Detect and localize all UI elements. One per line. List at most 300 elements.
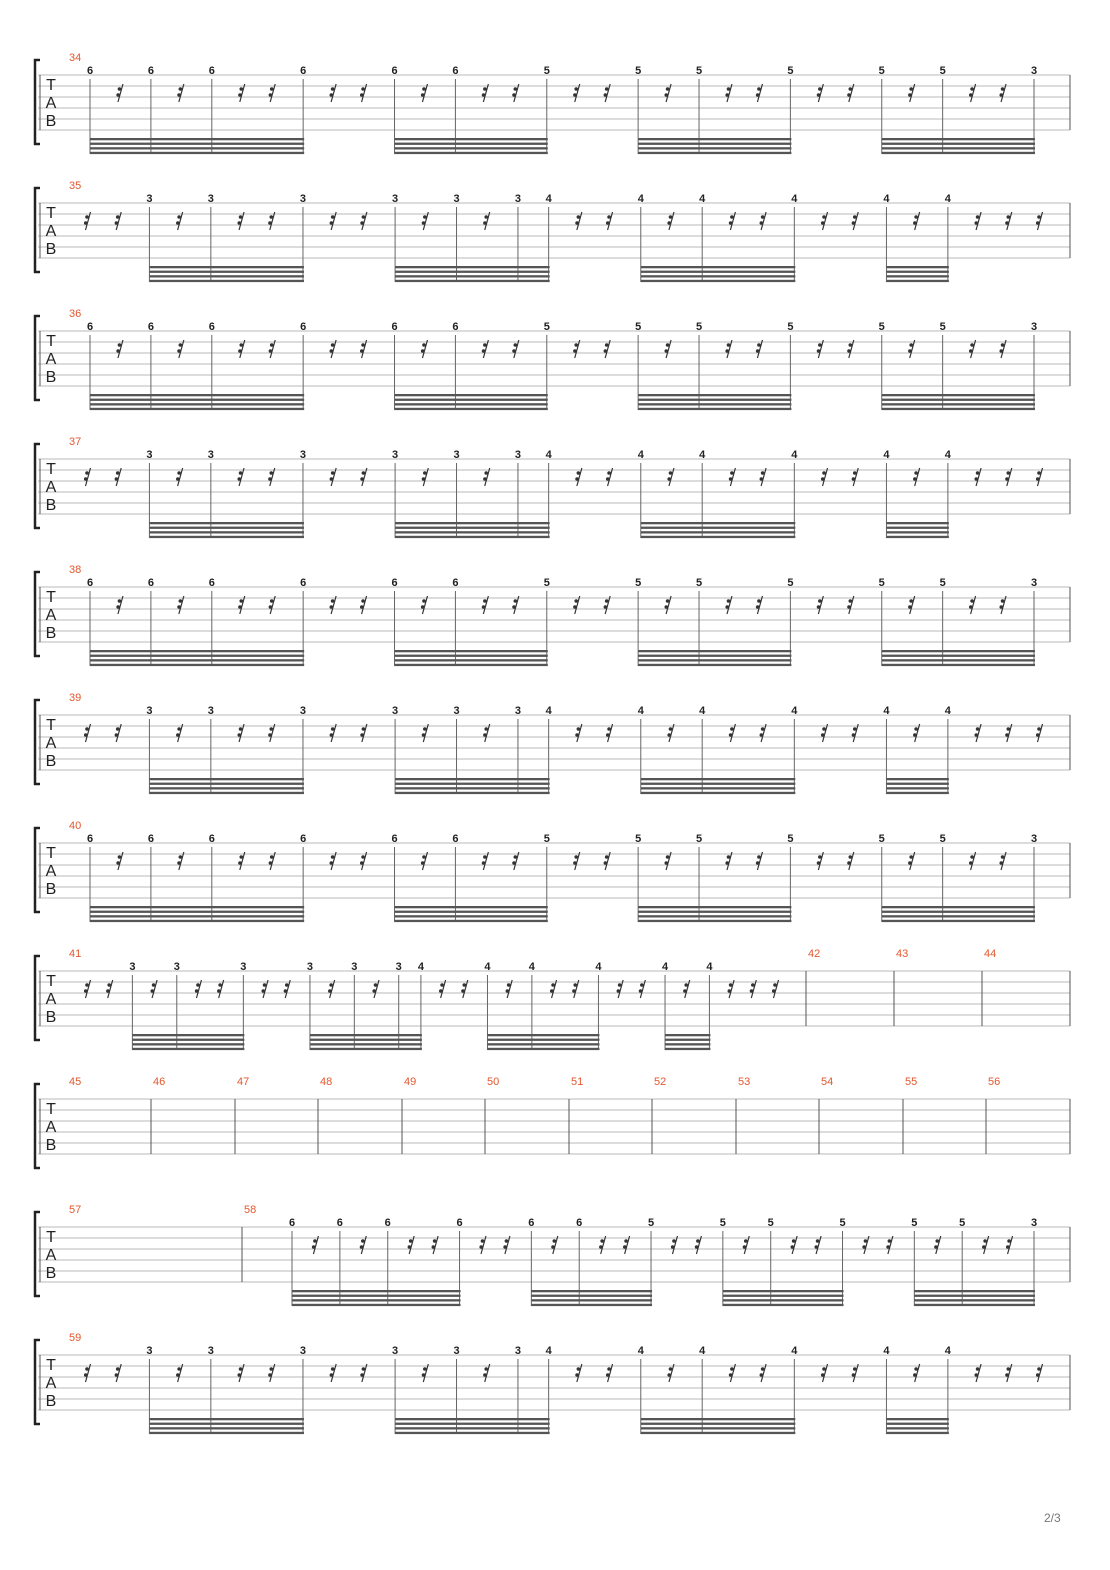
sixteenth-beam <box>638 906 791 922</box>
sixteenth-rest-icon <box>852 468 859 486</box>
fret-number: 6 <box>384 1217 391 1229</box>
sixteenth-rest-icon <box>116 852 123 870</box>
fret-number: 6 <box>528 1217 535 1229</box>
sixteenth-rest-icon <box>756 852 763 870</box>
sixteenth-rest-icon <box>116 84 123 102</box>
sixteenth-rest-icon <box>238 340 245 358</box>
sixteenth-rest-icon <box>115 212 122 230</box>
sixteenth-rest-icon <box>725 852 732 870</box>
sixteenth-rest-icon <box>606 724 613 742</box>
fret-number: 3 <box>1030 577 1038 589</box>
measure-number: 51 <box>571 1076 584 1088</box>
sixteenth-rest-icon <box>817 596 824 614</box>
tab-clef-letter: A <box>45 863 57 880</box>
measure <box>69 308 1037 410</box>
sixteenth-rest-icon <box>1036 212 1043 230</box>
fret-number: 3 <box>514 193 521 205</box>
sixteenth-rest-icon <box>106 980 113 998</box>
fret-number: 3 <box>1030 321 1038 333</box>
sixteenth-rest-icon <box>512 84 519 102</box>
sixteenth-beam <box>310 1034 422 1050</box>
measure <box>235 1076 249 1154</box>
fret-number: 4 <box>637 705 644 717</box>
fret-number: 5 <box>635 321 642 333</box>
fret-number: 4 <box>791 449 798 461</box>
sixteenth-rest-icon <box>268 1364 275 1382</box>
tab-clef-letter: A <box>45 991 57 1008</box>
sixteenth-beam <box>149 778 304 794</box>
sixteenth-rest-icon <box>1036 468 1043 486</box>
sixteenth-rest-icon <box>421 596 428 614</box>
fret-number: 4 <box>791 193 798 205</box>
sixteenth-beam <box>90 906 304 922</box>
sixteenth-rest-icon <box>330 212 337 230</box>
tab-clef-letter: T <box>46 1229 56 1246</box>
fret-number: 3 <box>299 449 307 461</box>
sixteenth-rest-icon <box>573 84 580 102</box>
sixteenth-rest-icon <box>729 468 736 486</box>
fret-number: 4 <box>637 193 644 205</box>
sixteenth-beam <box>641 778 796 794</box>
measure-number: 46 <box>153 1076 166 1088</box>
sixteenth-rest-icon <box>913 1364 920 1382</box>
sixteenth-rest-icon <box>360 596 367 614</box>
sixteenth-rest-icon <box>482 852 489 870</box>
measure <box>806 948 820 1026</box>
measure <box>69 436 1043 538</box>
sixteenth-rest-icon <box>969 596 976 614</box>
fret-number: 6 <box>391 65 398 77</box>
sixteenth-rest-icon <box>728 980 735 998</box>
fret-number: 3 <box>299 1345 307 1357</box>
sixteenth-rest-icon <box>372 980 379 998</box>
fret-number: 4 <box>883 449 890 461</box>
sixteenth-rest-icon <box>115 1364 122 1382</box>
sixteenth-rest-icon <box>177 340 184 358</box>
system-bracket <box>35 700 40 784</box>
system-bracket <box>35 1212 40 1296</box>
fret-number: 4 <box>528 961 535 973</box>
sixteenth-beam <box>395 906 548 922</box>
fret-number: 3 <box>207 449 214 461</box>
sixteenth-rest-icon <box>1005 724 1012 742</box>
fret-number: 3 <box>146 449 153 461</box>
sixteenth-rest-icon <box>237 212 244 230</box>
sixteenth-rest-icon <box>667 212 674 230</box>
sixteenth-rest-icon <box>238 596 245 614</box>
tab-clef-letter: A <box>45 1375 57 1392</box>
fret-number: 5 <box>695 321 703 333</box>
measure <box>402 1076 416 1154</box>
measure <box>69 180 1043 282</box>
sixteenth-rest-icon <box>729 1364 736 1382</box>
measure <box>69 564 1037 666</box>
fret-number: 5 <box>767 1217 774 1229</box>
measure <box>69 692 1043 794</box>
tab-clef-letter: B <box>45 1137 57 1154</box>
sixteenth-rest-icon <box>422 468 429 486</box>
fret-number: 6 <box>576 1217 583 1229</box>
sixteenth-rest-icon <box>1006 1236 1013 1254</box>
measure-number: 38 <box>69 564 82 576</box>
page-number: 2/3 <box>1044 1511 1061 1525</box>
sixteenth-rest-icon <box>422 212 429 230</box>
fret-number: 5 <box>911 1217 918 1229</box>
tab-clef-letter: B <box>45 1265 57 1282</box>
fret-number: 4 <box>883 1345 890 1357</box>
fret-number: 3 <box>129 961 136 973</box>
sixteenth-rest-icon <box>575 724 582 742</box>
tab-clef-letter: B <box>45 113 57 130</box>
sixteenth-rest-icon <box>667 1364 674 1382</box>
fret-number: 4 <box>417 961 424 973</box>
sixteenth-rest-icon <box>360 1236 367 1254</box>
tab-system <box>35 692 1070 794</box>
sixteenth-rest-icon <box>671 1236 678 1254</box>
tab-clef-letter: A <box>45 1247 57 1264</box>
sixteenth-rest-icon <box>360 1364 367 1382</box>
sixteenth-rest-icon <box>238 852 245 870</box>
sixteenth-rest-icon <box>750 980 757 998</box>
sixteenth-rest-icon <box>573 596 580 614</box>
sixteenth-rest-icon <box>269 340 276 358</box>
sixteenth-rest-icon <box>639 980 646 998</box>
sixteenth-beam <box>886 1418 948 1434</box>
tab-clef-letter: T <box>46 845 56 862</box>
fret-number: 6 <box>86 577 94 589</box>
fret-number: 3 <box>392 1345 399 1357</box>
fret-number: 3 <box>392 449 399 461</box>
sixteenth-rest-icon <box>604 852 611 870</box>
tab-clef-letter: A <box>45 607 57 624</box>
sixteenth-rest-icon <box>667 724 674 742</box>
sixteenth-rest-icon <box>421 340 428 358</box>
sixteenth-rest-icon <box>115 468 122 486</box>
tab-clef-letter: B <box>45 753 57 770</box>
tab-clef-letter: B <box>45 369 57 386</box>
sixteenth-beam <box>882 650 1035 666</box>
fret-number: 4 <box>699 1345 706 1357</box>
tab-clef-letter: T <box>46 205 56 222</box>
measure-number: 57 <box>69 1204 82 1216</box>
tab-clef-letter: T <box>46 1101 56 1118</box>
fret-number: 6 <box>86 833 94 845</box>
sixteenth-rest-icon <box>360 212 367 230</box>
sixteenth-beam <box>132 1034 244 1050</box>
sixteenth-rest-icon <box>756 596 763 614</box>
sixteenth-rest-icon <box>330 84 337 102</box>
measure-number: 56 <box>988 1076 1001 1088</box>
sixteenth-rest-icon <box>284 980 291 998</box>
sixteenth-rest-icon <box>177 596 184 614</box>
measure-number: 58 <box>244 1204 257 1216</box>
sixteenth-rest-icon <box>886 1236 893 1254</box>
sixteenth-rest-icon <box>847 596 854 614</box>
fret-number: 6 <box>452 833 459 845</box>
sixteenth-rest-icon <box>238 84 245 102</box>
sixteenth-rest-icon <box>483 1364 490 1382</box>
measure-number: 49 <box>404 1076 417 1088</box>
sixteenth-rest-icon <box>195 980 202 998</box>
sixteenth-rest-icon <box>328 980 335 998</box>
measure <box>569 1076 583 1154</box>
fret-number: 3 <box>207 193 214 205</box>
fret-number: 3 <box>453 449 460 461</box>
fret-number: 3 <box>299 193 307 205</box>
sixteenth-beam <box>723 1290 844 1306</box>
fret-number: 3 <box>392 705 399 717</box>
fret-number: 5 <box>878 321 885 333</box>
sixteenth-rest-icon <box>330 340 337 358</box>
sixteenth-beam <box>886 778 948 794</box>
tab-clef-letter: B <box>45 1009 57 1026</box>
sixteenth-rest-icon <box>617 980 624 998</box>
measure <box>894 948 908 1026</box>
fret-number: 5 <box>635 65 642 77</box>
tab-clef-letter: A <box>45 223 57 240</box>
tab-clef-letter: T <box>46 973 56 990</box>
fret-number: 5 <box>695 833 703 845</box>
sixteenth-rest-icon <box>821 468 828 486</box>
measure-number: 50 <box>487 1076 500 1088</box>
sixteenth-rest-icon <box>725 596 732 614</box>
sixteenth-rest-icon <box>847 852 854 870</box>
fret-number: 3 <box>453 1345 460 1357</box>
tab-clef-letter: A <box>45 735 57 752</box>
sixteenth-rest-icon <box>862 1236 869 1254</box>
sixteenth-rest-icon <box>269 84 276 102</box>
fret-number: 3 <box>207 705 214 717</box>
sixteenth-rest-icon <box>913 724 920 742</box>
sixteenth-rest-icon <box>791 1236 798 1254</box>
sixteenth-rest-icon <box>483 468 490 486</box>
fret-number: 5 <box>543 577 550 589</box>
sixteenth-rest-icon <box>360 340 367 358</box>
fret-number: 6 <box>391 833 398 845</box>
sixteenth-rest-icon <box>760 212 767 230</box>
fret-number: 6 <box>456 1217 463 1229</box>
sixteenth-rest-icon <box>760 468 767 486</box>
sixteenth-rest-icon <box>439 980 446 998</box>
measure-number: 44 <box>984 948 997 960</box>
sixteenth-rest-icon <box>683 980 690 998</box>
sixteenth-rest-icon <box>512 852 519 870</box>
fret-number: 5 <box>695 65 703 77</box>
sixteenth-rest-icon <box>1005 212 1012 230</box>
measure-number: 59 <box>69 1332 82 1344</box>
fret-number: 4 <box>484 961 491 973</box>
sixteenth-rest-icon <box>908 340 915 358</box>
fret-number: 5 <box>695 577 703 589</box>
sixteenth-rest-icon <box>664 340 671 358</box>
measure-number: 52 <box>654 1076 667 1088</box>
sixteenth-rest-icon <box>479 1236 486 1254</box>
sixteenth-beam <box>638 138 791 154</box>
sixteenth-beam <box>292 1290 461 1306</box>
sixteenth-rest-icon <box>606 1364 613 1382</box>
fret-number: 5 <box>787 321 794 333</box>
system-bracket <box>35 1084 40 1168</box>
sixteenth-rest-icon <box>268 212 275 230</box>
sixteenth-rest-icon <box>760 724 767 742</box>
sixteenth-rest-icon <box>422 1364 429 1382</box>
sixteenth-rest-icon <box>512 340 519 358</box>
sixteenth-beam <box>395 1418 550 1434</box>
sixteenth-rest-icon <box>725 340 732 358</box>
fret-number: 5 <box>878 833 885 845</box>
sixteenth-rest-icon <box>330 1364 337 1382</box>
fret-number: 5 <box>787 65 794 77</box>
sixteenth-rest-icon <box>743 1236 750 1254</box>
sixteenth-rest-icon <box>268 724 275 742</box>
sixteenth-beam <box>914 1290 1035 1306</box>
sixteenth-beam <box>641 522 796 538</box>
tab-system <box>35 1204 1070 1306</box>
measure-number: 36 <box>69 308 82 320</box>
tab-clef-letter: T <box>46 1357 56 1374</box>
sixteenth-beam <box>90 138 304 154</box>
sixteenth-beam <box>638 394 791 410</box>
tab-system <box>35 52 1070 154</box>
system-bracket <box>35 1340 40 1424</box>
fret-number: 3 <box>146 193 153 205</box>
fret-number: 4 <box>706 961 713 973</box>
tab-clef-letter: T <box>46 717 56 734</box>
measure <box>736 1076 750 1154</box>
sixteenth-rest-icon <box>330 596 337 614</box>
sixteenth-rest-icon <box>330 468 337 486</box>
fret-number: 3 <box>299 705 307 717</box>
fret-number: 3 <box>351 961 358 973</box>
tab-clef-letter: B <box>45 881 57 898</box>
fret-number: 4 <box>791 1345 798 1357</box>
sixteenth-beam <box>395 522 550 538</box>
sixteenth-rest-icon <box>852 724 859 742</box>
sixteenth-rest-icon <box>503 1236 510 1254</box>
sixteenth-rest-icon <box>999 340 1006 358</box>
sixteenth-rest-icon <box>261 980 268 998</box>
measure-number: 47 <box>237 1076 250 1088</box>
measure <box>652 1076 666 1154</box>
fret-number: 3 <box>146 705 153 717</box>
fret-number: 6 <box>300 833 307 845</box>
fret-number: 4 <box>545 193 552 205</box>
sixteenth-rest-icon <box>760 1364 767 1382</box>
sixteenth-rest-icon <box>604 84 611 102</box>
fret-number: 6 <box>452 65 459 77</box>
fret-number: 5 <box>959 1217 966 1229</box>
sixteenth-rest-icon <box>176 212 183 230</box>
sixteenth-rest-icon <box>84 724 91 742</box>
tab-clef-letter: B <box>45 497 57 514</box>
tab-clef-letter: A <box>45 1119 57 1136</box>
fret-number: 5 <box>939 321 946 333</box>
fret-number: 4 <box>944 1345 951 1357</box>
sixteenth-rest-icon <box>729 724 736 742</box>
fret-number: 6 <box>208 577 215 589</box>
tab-clef-letter: B <box>45 625 57 642</box>
fret-number: 5 <box>878 577 885 589</box>
sixteenth-rest-icon <box>817 84 824 102</box>
system-bracket <box>35 60 40 144</box>
sixteenth-beam <box>149 1418 304 1434</box>
sixteenth-rest-icon <box>237 468 244 486</box>
sixteenth-rest-icon <box>115 724 122 742</box>
fret-number: 6 <box>391 577 398 589</box>
fret-number: 5 <box>839 1217 846 1229</box>
fret-number: 3 <box>207 1345 214 1357</box>
tab-system <box>35 180 1070 282</box>
sixteenth-rest-icon <box>573 340 580 358</box>
sixteenth-rest-icon <box>84 1364 91 1382</box>
sixteenth-beam <box>149 522 304 538</box>
fret-number: 6 <box>86 65 94 77</box>
measure <box>242 1204 1037 1306</box>
sixteenth-beam <box>886 522 948 538</box>
fret-number: 4 <box>637 1345 644 1357</box>
sixteenth-rest-icon <box>969 852 976 870</box>
sixteenth-beam <box>90 650 304 666</box>
sixteenth-rest-icon <box>573 852 580 870</box>
sixteenth-rest-icon <box>269 596 276 614</box>
sixteenth-rest-icon <box>176 1364 183 1382</box>
sixteenth-rest-icon <box>999 596 1006 614</box>
sixteenth-rest-icon <box>408 1236 415 1254</box>
sixteenth-rest-icon <box>999 84 1006 102</box>
sixteenth-rest-icon <box>237 724 244 742</box>
fret-number: 6 <box>208 833 215 845</box>
sixteenth-rest-icon <box>84 468 91 486</box>
measure <box>69 52 1037 154</box>
sixteenth-rest-icon <box>268 468 275 486</box>
sixteenth-rest-icon <box>506 980 513 998</box>
measure-number: 40 <box>69 820 82 832</box>
fret-number: 3 <box>240 961 247 973</box>
fret-number: 4 <box>637 449 644 461</box>
sixteenth-rest-icon <box>847 84 854 102</box>
sixteenth-rest-icon <box>969 340 976 358</box>
sixteenth-rest-icon <box>908 596 915 614</box>
fret-number: 5 <box>543 321 550 333</box>
fret-number: 6 <box>147 321 154 333</box>
fret-number: 3 <box>453 705 460 717</box>
sixteenth-rest-icon <box>330 852 337 870</box>
sixteenth-rest-icon <box>177 84 184 102</box>
fret-number: 4 <box>791 705 798 717</box>
sixteenth-rest-icon <box>817 852 824 870</box>
sixteenth-rest-icon <box>664 596 671 614</box>
sixteenth-rest-icon <box>623 1236 630 1254</box>
sixteenth-beam <box>531 1290 652 1306</box>
sixteenth-rest-icon <box>934 1236 941 1254</box>
sixteenth-rest-icon <box>908 84 915 102</box>
sixteenth-beam <box>665 1034 710 1050</box>
sixteenth-beam <box>882 138 1035 154</box>
sixteenth-rest-icon <box>852 212 859 230</box>
sixteenth-rest-icon <box>422 724 429 742</box>
sixteenth-beam <box>882 394 1035 410</box>
tab-clef-letter: A <box>45 351 57 368</box>
sixteenth-rest-icon <box>176 468 183 486</box>
fret-number: 5 <box>543 65 550 77</box>
sixteenth-rest-icon <box>421 84 428 102</box>
sixteenth-rest-icon <box>360 724 367 742</box>
fret-number: 4 <box>545 449 552 461</box>
fret-number: 3 <box>146 1345 153 1357</box>
fret-number: 6 <box>147 577 154 589</box>
tab-system <box>35 1332 1070 1434</box>
tab-system <box>35 948 1070 1050</box>
